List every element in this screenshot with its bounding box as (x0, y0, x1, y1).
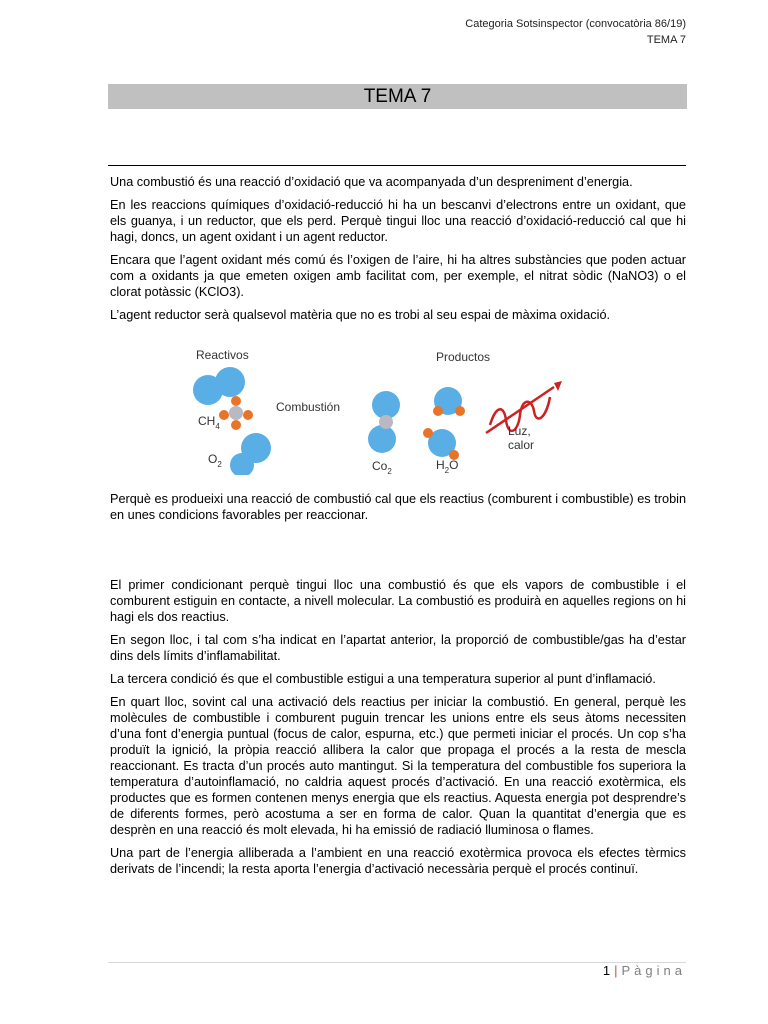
page-word: Pàgina (621, 963, 686, 978)
paragraph: En segon lloc, i tal com s’ha indicat en l’apartat anterior, la proporció de combustible/gas ha d’estar dins dels límits d’inflamabilitat. (110, 633, 686, 663)
process-label: Combustión (276, 400, 341, 414)
oxygen-molecule-icon (230, 433, 271, 475)
page-title: TEMA 7 (108, 84, 687, 109)
products-label: Productos (436, 350, 491, 364)
light-heat-label: Luz, (508, 424, 531, 438)
paragraph: L’agent reductor serà qualsevol matèria que no es trobi al seu espai de màxima oxidació. (110, 308, 611, 322)
conditions-intro (110, 491, 686, 523)
footer-separator: | (614, 963, 618, 978)
paragraph: En les reaccions químiques d’oxidació-reducció hi ha un bescanvi d’electrons entre un oxidant, que els guanya, i un reductor, que els perd. Perquè tingui lloc una reacció d’oxidació-reducció cal que hi hagi, doncs, un agent oxidant i un agent reductor. (110, 198, 686, 244)
methane-formula: $CH_4$ (198, 414, 220, 431)
oxygen-formula: $O_2$ (208, 452, 222, 469)
conditions-section (110, 577, 686, 877)
water-molecule-icon (423, 428, 459, 460)
methane-molecule-icon (219, 396, 253, 430)
paragraph: La tercera condició és que el combustible estigui a una temperatura superior al punt d’inflamació. (110, 672, 656, 686)
carbon-dioxide-formula: $Co_2$ (372, 459, 392, 475)
reactants-label: Reactivos (196, 348, 249, 362)
page-footer (603, 963, 686, 979)
paragraph: Una part de l’energia alliberada a l’ambient en una reacció exotèrmica provoca els efectes tèrmics derivats de l’incendi; la resta aporta l’energia d’activació necessària perquè el procés continuï. (110, 846, 686, 876)
header-topic: TEMA 7 (646, 34, 686, 46)
page-number: 1 (602, 963, 611, 978)
paragraph: En quart lloc, sovint cal una activació dels reactius per iniciar la combustió. En general, perquè les molècules de combustible i comburent puguin trencar les unions entre els seus àtoms necessiten d’una font d’energia puntual (focus de calor, espurna, etc.) que permeti iniciar el procés. Un cop s’ha produït la ignició, la pròpia reacció allibera la calor que propaga el procés a la resta de mescla reaccionant. Es tracta d’un procés auto mantingut. Si la temperatura del combustible fos superiora la temperatura d’autoinflamació, no caldria aquest procés d’activació. En una reacció exotèrmica, els productes que es formen contenen menys energia que els reactius. Aquesta energia pot desprendre’s de diferents formes, però acostuma a ser en forma de calor. Quan la quantitat d’energia que es desprèn en una reacció és molt elevada, hi ha emissió de radiació lluminosa o flames. (110, 695, 686, 837)
water-molecule-icon (433, 387, 465, 416)
intro-section (110, 174, 686, 323)
footer-divider (108, 962, 686, 963)
title-divider (108, 165, 686, 166)
water-formula: $H_2O$ (436, 458, 459, 475)
page-header (465, 16, 686, 48)
paragraph: Perquè es produeixi una reacció de combustió cal que els reactius (comburent i combustible) es trobin en unes condicions favorables per reaccionar. (110, 492, 686, 522)
combustion-diagram (190, 345, 570, 475)
header-category: Categoria Sotsinspector (convocatòria 86/19) (465, 18, 686, 30)
light-heat-label: calor (508, 438, 535, 452)
paragraph: Encara que l’agent oxidant més comú és l’oxigen de l’aire, hi ha altres substàncies que poden actuar com a oxidants ja que emeten oxigen amb facilitat com, per exemple, el nitrat sòdic (NaNO3) o el clorat potàssic (KClO3). (110, 253, 686, 299)
paragraph: Una combustió és una reacció d’oxidació que va acompanyada d’un despreniment d’energia. (110, 175, 633, 189)
carbon-dioxide-molecule-icon (368, 391, 400, 453)
paragraph: El primer condicionant perquè tingui lloc una combustió és que els vapors de combustible i el comburent estiguin en contacte, a nivell molecular. La combustió es produirà en aquelles regions on hi hagi els dos reactius. (110, 578, 686, 624)
combustion-illustration (190, 345, 570, 475)
